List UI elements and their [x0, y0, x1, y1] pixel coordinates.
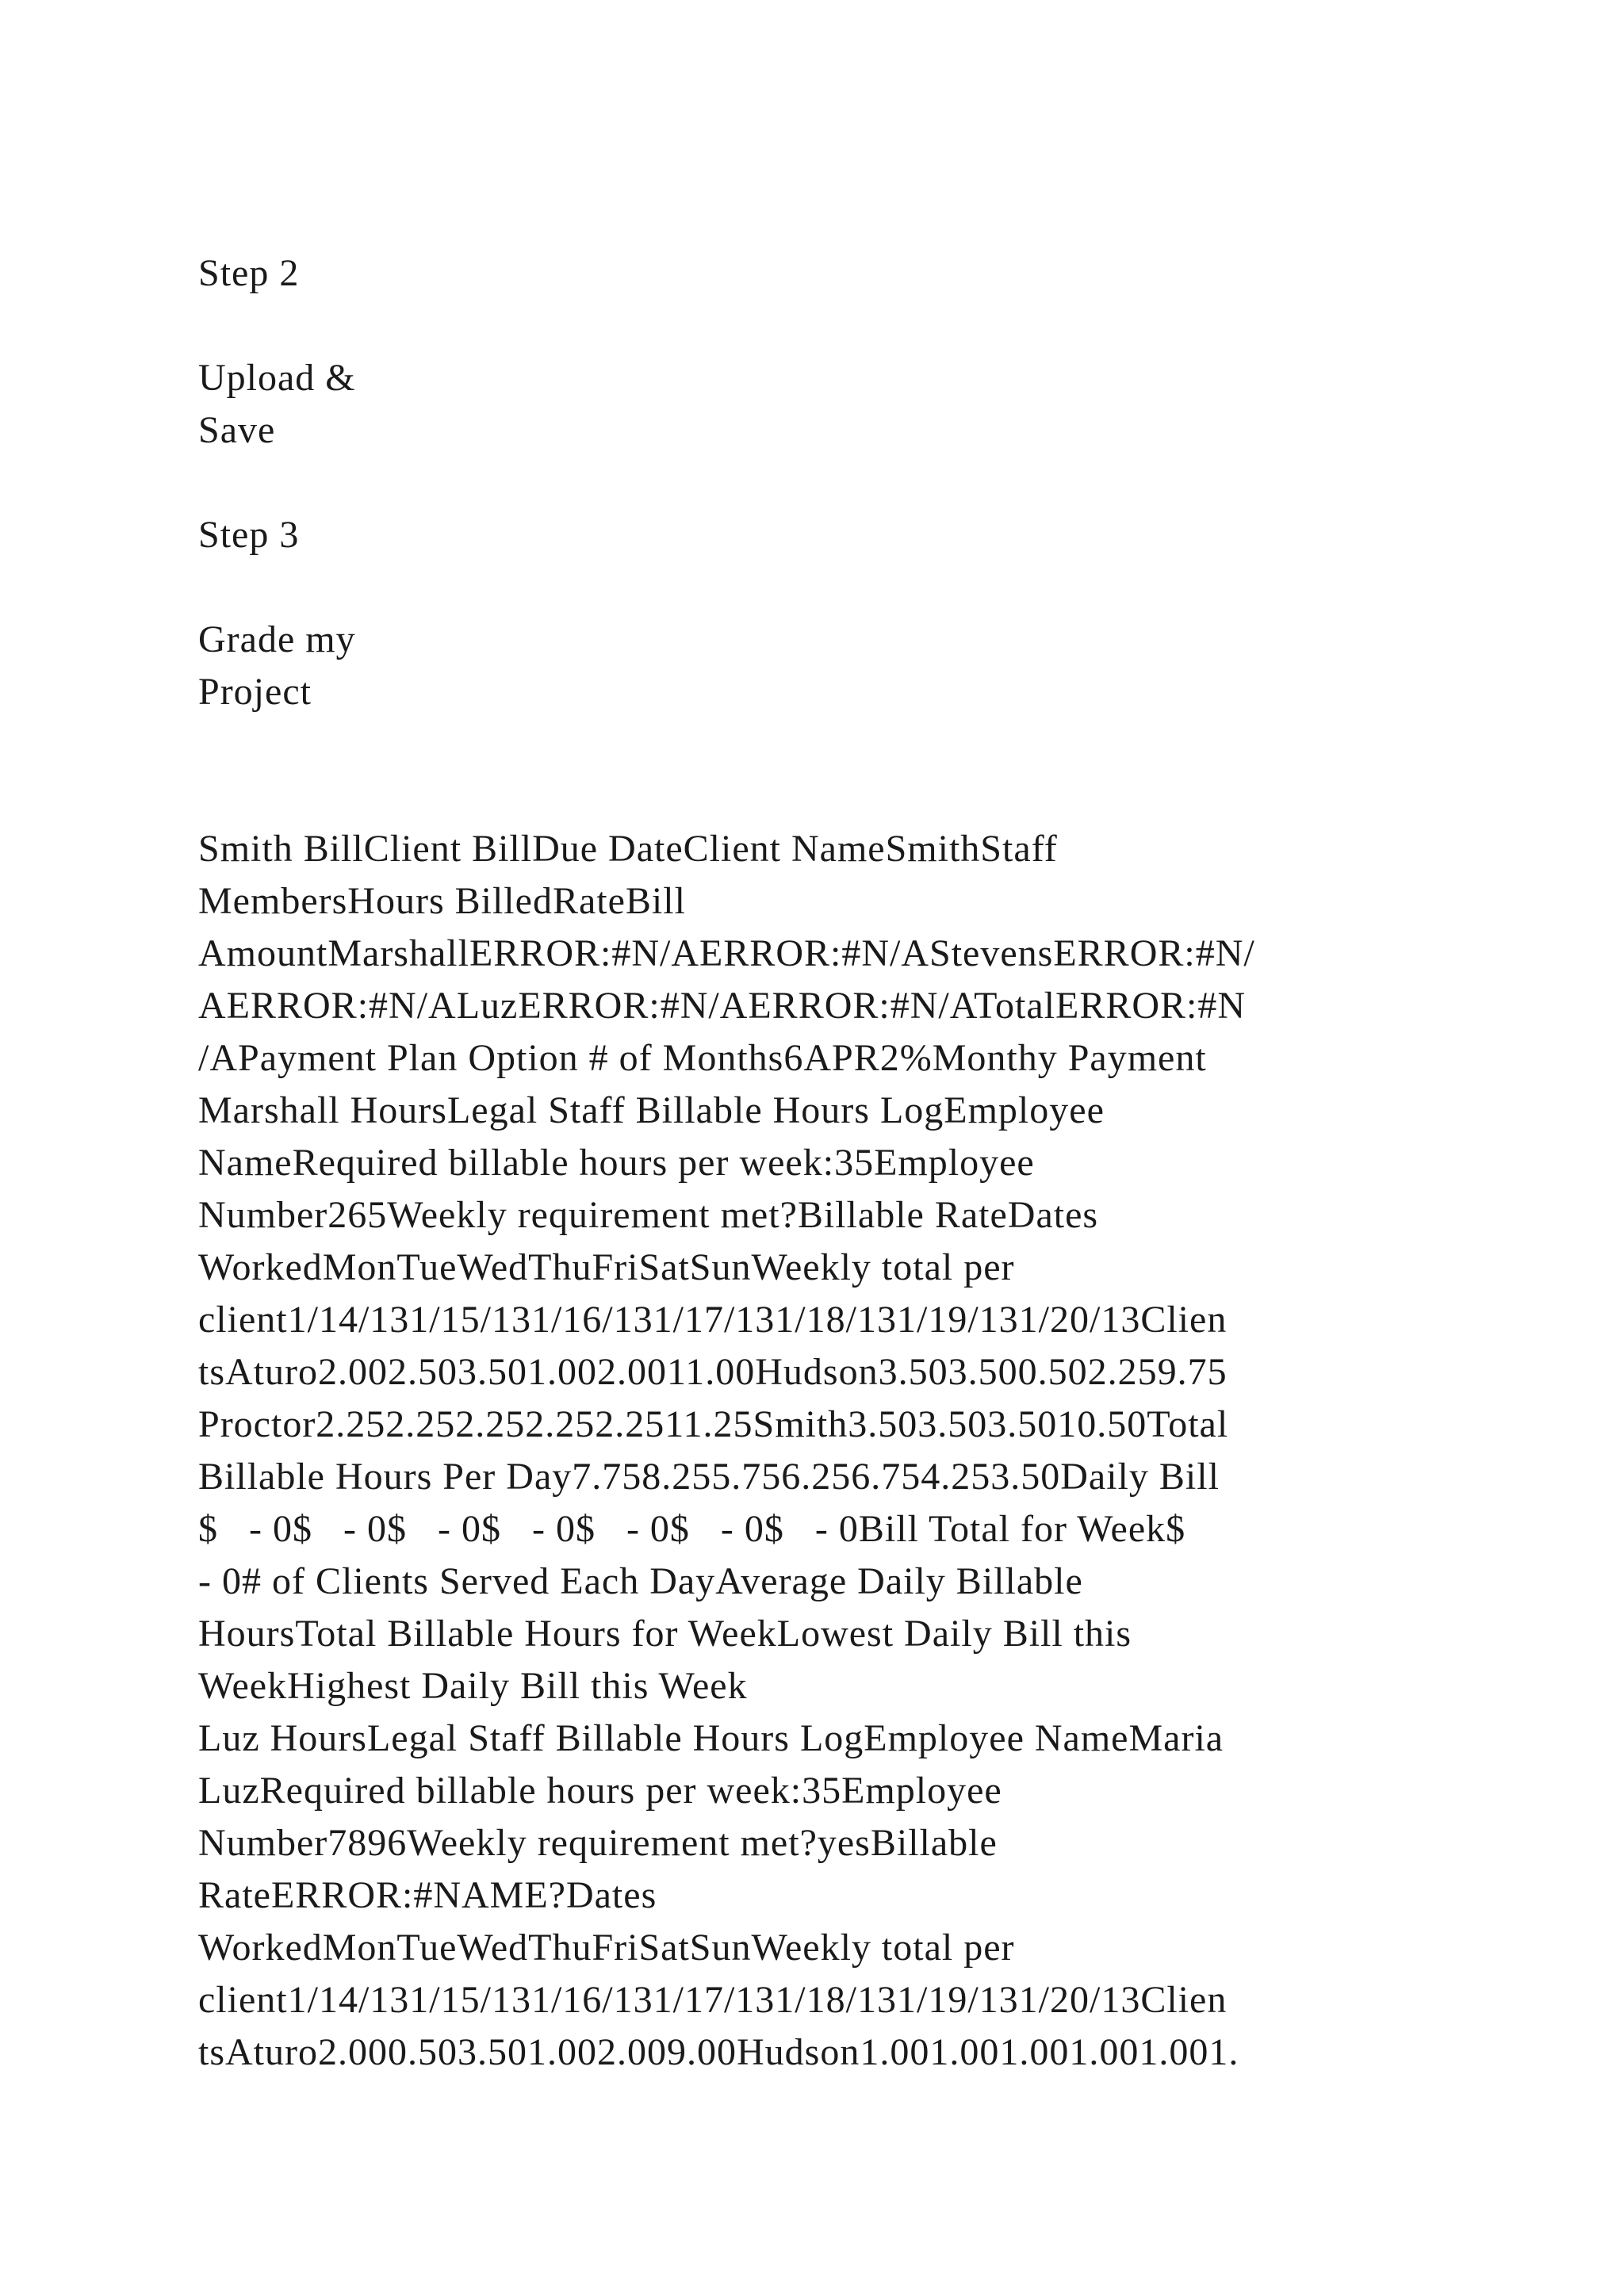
- body-line: Luz HoursLegal Staff Billable Hours LogEmployee NameMaria: [198, 1717, 1224, 1759]
- body-line: client1/14/131/15/131/16/131/17/131/18/131/19/131/20/13Clien: [198, 1299, 1228, 1341]
- body-line: Billable Hours Per Day7.758.255.756.256.754.253.50Daily Bill: [198, 1456, 1220, 1498]
- body-line: /APayment Plan Option # of Months6APR2%Monthy Payment: [198, 1037, 1207, 1079]
- body-line: client1/14/131/15/131/16/131/17/131/18/131/19/131/20/13Clien: [198, 1979, 1228, 2021]
- text-line: Project: [198, 671, 312, 713]
- body-line: Smith BillClient BillDue DateClient NameSmithStaff: [198, 828, 1058, 870]
- grade-project-label: [198, 614, 1435, 718]
- body-line: WeekHighest Daily Bill this Week: [198, 1665, 748, 1707]
- body-line: tsAturo2.002.503.501.002.0011.00Hudson3.503.500.502.259.75: [198, 1351, 1228, 1393]
- upload-save-label: [198, 352, 1435, 457]
- document-content: [198, 247, 1435, 2079]
- body-line: RateERROR:#NAME?Dates: [198, 1874, 657, 1916]
- body-line: WorkedMonTueWedThuFriSatSunWeekly total per: [198, 1927, 1015, 1969]
- text-line: Save: [198, 409, 276, 451]
- text-line: Step 3: [198, 514, 300, 556]
- body-line: HoursTotal Billable Hours for WeekLowest Daily Bill this: [198, 1613, 1132, 1655]
- spreadsheet-text-dump: [198, 823, 1435, 2079]
- body-line: MembersHours BilledRateBill: [198, 880, 686, 922]
- body-line: tsAturo2.000.503.501.002.009.00Hudson1.001.001.001.001.001.: [198, 2031, 1239, 2073]
- spacer: [198, 771, 1435, 823]
- text-line: Step 2: [198, 252, 300, 294]
- step-2-heading: [198, 247, 1435, 300]
- body-line: AmountMarshallERROR:#N/AERROR:#N/AStevensERROR:#N/: [198, 932, 1255, 974]
- text-line: Upload &: [198, 357, 356, 399]
- body-line: Number7896Weekly requirement met?yesBillable: [198, 1822, 998, 1864]
- body-line: $ - 0$ - 0$ - 0$ - 0$ - 0$ - 0$ - 0Bill Total for Week$: [198, 1508, 1186, 1550]
- body-line: - 0# of Clients Served Each DayAverage Daily Billable: [198, 1560, 1083, 1602]
- body-line: NameRequired billable hours per week:35Employee: [198, 1142, 1035, 1184]
- body-line: Marshall HoursLegal Staff Billable Hours LogEmployee: [198, 1089, 1105, 1131]
- body-line: WorkedMonTueWedThuFriSatSunWeekly total per: [198, 1246, 1015, 1288]
- body-line: Number265Weekly requirement met?Billable RateDates: [198, 1194, 1099, 1236]
- body-line: Proctor2.252.252.252.252.2511.25Smith3.503.503.5010.50Total: [198, 1403, 1229, 1445]
- body-line: AERROR:#N/ALuzERROR:#N/AERROR:#N/ATotalERROR:#N: [198, 985, 1247, 1027]
- text-line: Grade my: [198, 618, 356, 660]
- step-3-heading: [198, 509, 1435, 561]
- body-line: LuzRequired billable hours per week:35Employee: [198, 1770, 1002, 1812]
